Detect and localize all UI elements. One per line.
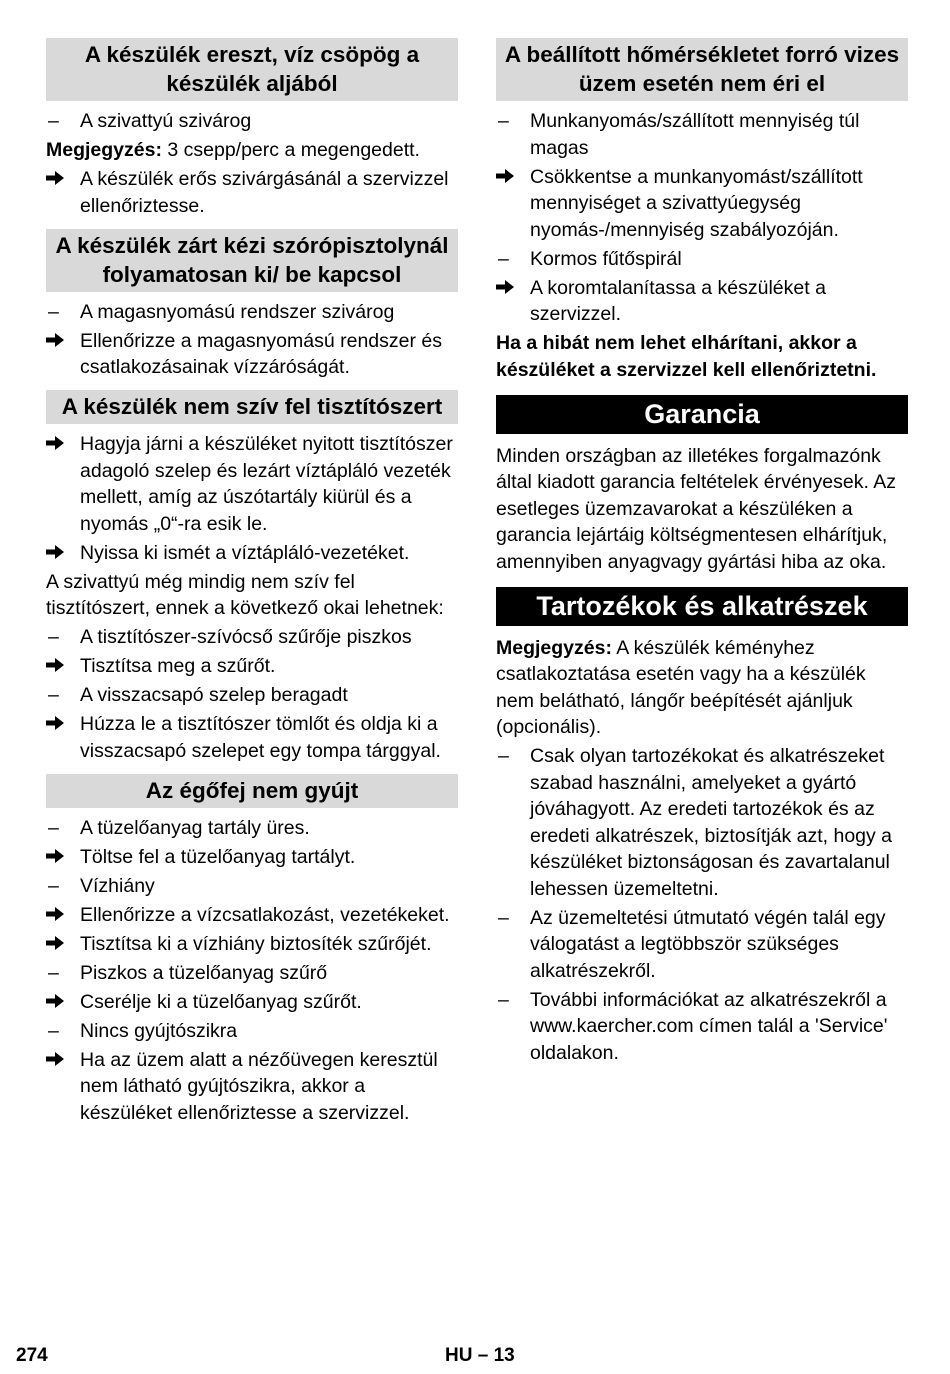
list-item: Töltse fel a tüzelőanyag tartályt. bbox=[46, 844, 458, 871]
list-item: – A tisztítószer-szívócső szűrője piszkos bbox=[46, 624, 458, 651]
heading-garancia: Garancia bbox=[496, 395, 908, 434]
dash-marker: – bbox=[498, 988, 509, 1011]
right-arrow-icon bbox=[46, 902, 74, 929]
dash-marker: – bbox=[498, 745, 509, 767]
right-arrow-icon bbox=[46, 540, 74, 567]
page-number: 274 bbox=[16, 1345, 48, 1366]
note-label: Megjegyzés: bbox=[46, 139, 162, 161]
right-arrow-icon bbox=[46, 931, 74, 958]
list-item: – A visszacsapó szelep beragadt bbox=[46, 682, 458, 709]
list-item: Ellenőrizze a vízcsatlakozást, vezetékeket. bbox=[46, 902, 458, 929]
dash-marker: – bbox=[498, 247, 509, 270]
list-item: A koromtalanítassa a készüléket a szervizzel. bbox=[496, 275, 908, 328]
list-item: Ellenőrizze a magasnyomású rendszer és csatlakozásainak vízzáróságát. bbox=[46, 328, 458, 381]
heading-no-detergent: A készülék nem szív fel tisztítószert bbox=[46, 390, 458, 424]
dash-marker: – bbox=[48, 110, 59, 132]
right-arrow-icon bbox=[46, 1047, 74, 1074]
list-item: – A szivattyú szivárog bbox=[46, 108, 458, 135]
heading-device-leaks: A készülék ereszt, víz csöpög a készülék aljából bbox=[46, 38, 458, 101]
heading-device-cycles: A készülék zárt kézi szórópisztolynál folyamatosan ki/ be kapcsol bbox=[46, 229, 458, 292]
dash-marker: – bbox=[48, 816, 59, 839]
heading-burner-no-ignition: Az égőfej nem gyújt bbox=[46, 774, 458, 808]
warranty-paragraph: Minden országban az illetékes forgalmazónk által kiadott garancia feltételek érvényesek. Az esetleges üzemzavarokat a készüléken a garancia lejártáig költségmentesen elhárítjuk, amennyiben anyagvagy gyártási hiba az oka. bbox=[496, 444, 896, 573]
list-item: – Nincs gyújtószikra bbox=[46, 1018, 458, 1045]
page-label: HU – 13 bbox=[445, 1345, 515, 1366]
note-label: Megjegyzés: bbox=[496, 636, 612, 659]
right-arrow-icon bbox=[46, 653, 74, 680]
list-item: – Munkanyomás/szállított mennyiség túl magas bbox=[498, 110, 860, 159]
right-arrow-icon bbox=[46, 328, 74, 355]
right-arrow-icon bbox=[46, 844, 74, 871]
left-column bbox=[46, 38, 458, 1129]
list-item: A készülék erős szivárgásánál a szervizzel ellenőriztesse. bbox=[46, 166, 458, 219]
list-item: – Kormos fűtőspirál bbox=[496, 246, 908, 273]
right-arrow-icon bbox=[496, 164, 524, 191]
dash-marker: – bbox=[498, 906, 509, 929]
right-arrow-icon bbox=[46, 166, 74, 193]
dash-marker: – bbox=[48, 1019, 59, 1042]
right-arrow-icon bbox=[496, 275, 524, 302]
list-item: Tisztítsa ki a vízhiány biztosíték szűrőjét. bbox=[46, 931, 458, 958]
note-paragraph: Megjegyzés: 3 csepp/perc a megengedett. bbox=[46, 139, 420, 161]
list-item: Tisztítsa meg a szűrőt. bbox=[46, 653, 458, 680]
list-item: Csökkentse a munkanyomást/szállított mennyiséget a szivattyúegység nyomás-/mennyiség szabályozóján. bbox=[496, 164, 908, 244]
dash-marker: – bbox=[48, 684, 59, 706]
dash-marker: – bbox=[48, 626, 59, 648]
list-item: – Csak olyan tartozékokat és alkatrészeket szabad használni, amelyeket a gyártó jóváhagyott. Az eredeti tartozékok és az eredeti alkatrészek, biztosítják azt, hogy a készüléket biztonságosan és zavartalanul lehessen üzemeltetni. bbox=[498, 745, 893, 900]
right-arrow-icon bbox=[46, 711, 74, 738]
list-item: – Piszkos a tüzelőanyag szűrő bbox=[46, 960, 458, 987]
list-item: – A tüzelőanyag tartály üres. bbox=[46, 815, 458, 842]
list-item: Ha az üzem alatt a nézőüvegen keresztül nem látható gyújtószikra, akkor a készüléket ellenőriztesse a szervizzel. bbox=[46, 1047, 458, 1127]
list-item: Húzza le a tisztítószer tömlőt és oldja ki a visszacsapó szelepet egy tompa tárggyal. bbox=[46, 711, 458, 764]
paragraph: A szivattyú még mindig nem szív fel tisztítószert, ennek a következő okai lehetnek: bbox=[46, 570, 444, 619]
right-arrow-icon bbox=[46, 431, 74, 458]
dash-marker: – bbox=[48, 874, 59, 897]
list-item: Nyissa ki ismét a víztápláló-vezetéket. bbox=[46, 540, 458, 567]
note-paragraph: Megjegyzés: A készülék kéményhez csatlakoztatása esetén vagy ha a készülék nem belátható, lángőr beépítését ajánljuk (opcionális). bbox=[496, 636, 866, 738]
list-item: Hagyja járni a készüléket nyitott tisztítószer adagoló szelep és lezárt víztápláló vezeték mellett, amíg az úszótartály kiürül és a nyomás „0“-ra esik le. bbox=[46, 431, 458, 537]
dash-marker: – bbox=[48, 961, 59, 984]
heading-temperature-not-reached: A beállított hőmérsékletet forró vizes üzem esetén nem éri el bbox=[496, 38, 908, 101]
list-item: – Az üzemeltetési útmutató végén talál egy válogatást a legtöbbször szükséges alkatrészekről. bbox=[498, 906, 886, 982]
list-item: – Vízhiány bbox=[46, 873, 458, 900]
list-item: – További információkat az alkatrészekről a www.kaercher.com címen talál a 'Service' oldalakon. bbox=[498, 988, 888, 1064]
right-column bbox=[496, 38, 908, 1069]
dash-marker: – bbox=[498, 110, 509, 132]
bold-paragraph: Ha a hibát nem lehet elhárítani, akkor a készüléket a szervizzel kell ellenőriztetni. bbox=[496, 332, 877, 381]
list-item: – A magasnyomású rendszer szivárog bbox=[46, 299, 458, 326]
dash-marker: – bbox=[48, 300, 59, 323]
heading-accessories: Tartozékok és alkatrészek bbox=[496, 587, 908, 626]
right-arrow-icon bbox=[46, 989, 74, 1016]
list-item: Cserélje ki a tüzelőanyag szűrőt. bbox=[46, 989, 458, 1016]
